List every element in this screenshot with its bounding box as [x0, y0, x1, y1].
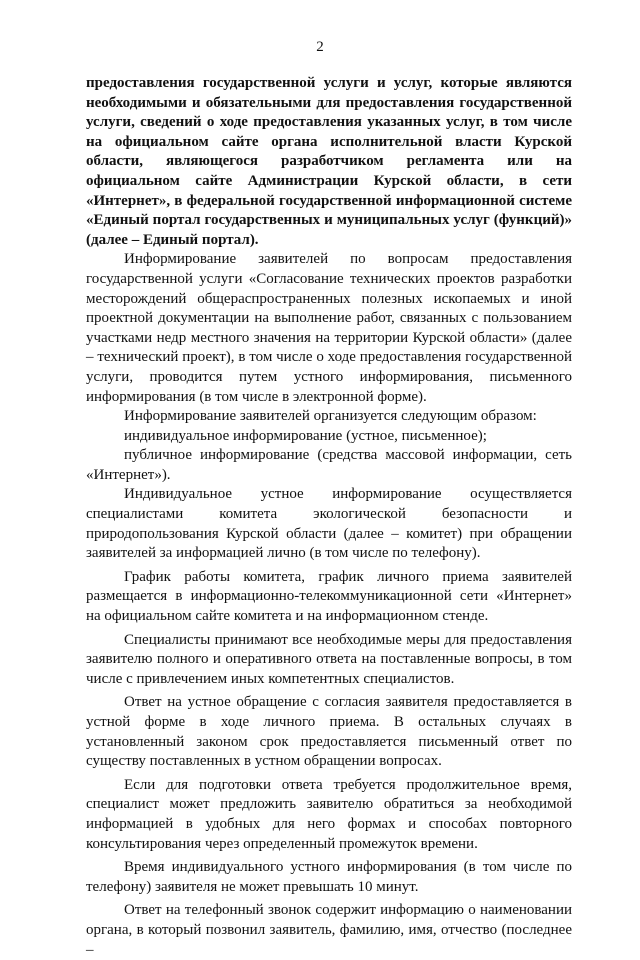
paragraph-oral-answer: Ответ на устное обращение с согласия заявителя предоставляется в устной форме в ходе личного приема. В остальных случаях в установленный законом срок предоставляется письменный ответ по существу поставленных в устном обращении вопросах. — [86, 694, 572, 770]
paragraph-time-limit: Время индивидуального устного информирования (в том числе по телефону) заявителя не может превышать 10 минут. — [86, 859, 572, 895]
paragraph-schedule: График работы комитета, график личного приема заявителей размещается в информационно-телекоммуникационной сети «Интернет» на официальном сайте комитета и на информационном стенде. — [86, 568, 572, 625]
paragraph-long-answer: Если для подготовки ответа требуется продолжительное время, специалист может предложить заявителю обратиться за необходимой информацией в удобных для него формах и способах повторного консультирования через определенный промежуток времени. — [86, 776, 572, 852]
paragraph-specialists: Индивидуальное устное информирование осуществляется специалистами комитета экологической безопасности и природопользования Курской области (далее – комитет) при обращении заявителей за информацией лично (в том числе по телефону). — [86, 486, 572, 562]
paragraph-individual: индивидуальное информирование (устное, письменное); — [124, 427, 487, 444]
document-body — [86, 74, 572, 960]
paragraph-continuation: предоставления государственной услуги и услуг, которые являются необходимыми и обязательными для предоставления государственной услуги, сведений о ходе предоставления указанных услуг, в том числе на официальном сайте органа исполнительной власти Курской области, являющегося разработчиком регламента или на официальном сайте Администрации Курской области, в сети «Интернет», в федеральной государственной информационной системе «Единый портал государственных и муниципальных услуг (функций)» (далее – Единый портал). — [86, 75, 572, 248]
paragraph-informing: Информирование заявителей по вопросам предоставления государственной услуги «Согласование технических проектов разработки месторождений общераспространенных полезных ископаемых и иной проектной документации на выполнение работ, связанных с пользованием участками недр местного значения на территории Курской области» (далее – технический проект), в том числе о ходе предоставления государственной услуги, проводится путем устного информирования, письменного информирования (в том числе в электронной форме). — [86, 251, 572, 405]
paragraph-organization: Информирование заявителей организуется следующим образом: — [124, 408, 537, 425]
paragraph-public: публичное информирование (средства массовой информации, сеть «Интернет»). — [86, 447, 572, 483]
paragraph-measures: Специалисты принимают все необходимые меры для предоставления заявителю полного и оперативного ответа на поставленные вопросы, в том числе с привлечением иных компетентных специалистов. — [86, 631, 572, 687]
page-number: 2 — [316, 39, 324, 55]
paragraph-phone-answer: Ответ на телефонный звонок содержит информацию о наименовании органа, в который позвонил заявитель, фамилию, имя, отчество (последнее – — [86, 902, 572, 958]
